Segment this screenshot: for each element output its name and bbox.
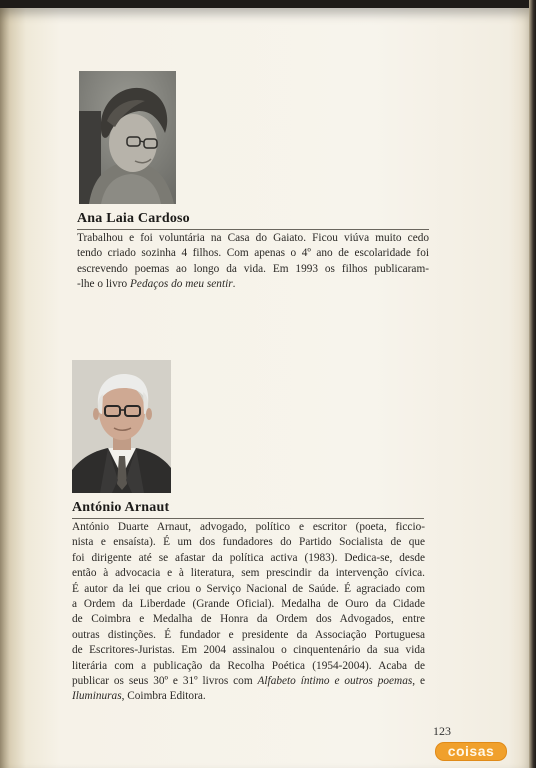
- page-number: 123: [433, 724, 451, 738]
- author-name: António Arnaut: [72, 500, 170, 515]
- author-photo-antonio-arnaut: [72, 360, 171, 493]
- scan-right-edge: [529, 0, 536, 768]
- bio-line: a Ordem da Liberdade (Grande Oficial). Medalha de Ouro da Cidade: [72, 598, 425, 611]
- book-title: Pedaços do meu sentir: [130, 278, 233, 291]
- bio-line: É autor da lei que criou o Serviço Nacional de Saúde. É agraciado com: [72, 582, 425, 595]
- bio-text: , e: [412, 675, 425, 688]
- bio-text: , Coimbra Editora.: [121, 690, 206, 703]
- bio-line: de Escritores-Juristas. Em 2004 assinalou o cinquentenário da sua vida: [72, 644, 425, 657]
- author-bio: [77, 231, 429, 293]
- watermark-logo: coisas: [436, 743, 506, 760]
- divider: [77, 229, 429, 230]
- bio-line: escrevendo poemas ao longo da vida. Em 1993 os filhos publicaram-: [77, 262, 429, 275]
- bio-text: publicar os seus 30º e 31º livros com: [72, 675, 258, 688]
- bio-line: [72, 689, 425, 704]
- bio-line: foi dirigente até se afastar da política activa (1983). Dedica-se, desde: [72, 551, 425, 564]
- bio-text: -lhe o livro: [77, 278, 131, 291]
- bio-line: então à advocacia e à literatura, sem prescindir da intervenção cívica.: [72, 567, 425, 580]
- author-name: Ana Laia Cardoso: [77, 211, 190, 226]
- bio-line: de Coimbra e Medalha de Honra da Ordem dos Advogados, entre: [72, 613, 425, 626]
- divider: [72, 518, 424, 519]
- bio-line: nista e ensaísta). É um dos fundadores do Partido Socialista de que: [72, 536, 425, 549]
- bio-line: António Duarte Arnaut, advogado, político e escritor (poeta, ficcio-: [72, 521, 425, 533]
- bio-line: literária com a publicação da Recolha Poética (1954-2004). Acaba de: [72, 659, 425, 672]
- bio-line: [72, 674, 425, 689]
- bio-line: Trabalhou e foi voluntária na Casa do Gaiato. Ficou viúva muito cedo: [77, 232, 429, 244]
- bio-line: tendo criado sozinha 4 filhos. Com apenas o 4º ano de escolaridade foi: [77, 247, 429, 260]
- author-photo-ana-laia-cardoso: [79, 71, 176, 204]
- bio-text: .: [232, 278, 236, 291]
- bio-line: [77, 277, 429, 292]
- author-bio: [72, 520, 425, 705]
- book-title: Alfabeto íntimo e outros poemas: [257, 675, 413, 688]
- book-page: [0, 8, 530, 768]
- book-title: Iluminuras: [72, 690, 122, 703]
- bio-line: outras distinções. É fundador e presidente da Associação Portuguesa: [72, 628, 425, 641]
